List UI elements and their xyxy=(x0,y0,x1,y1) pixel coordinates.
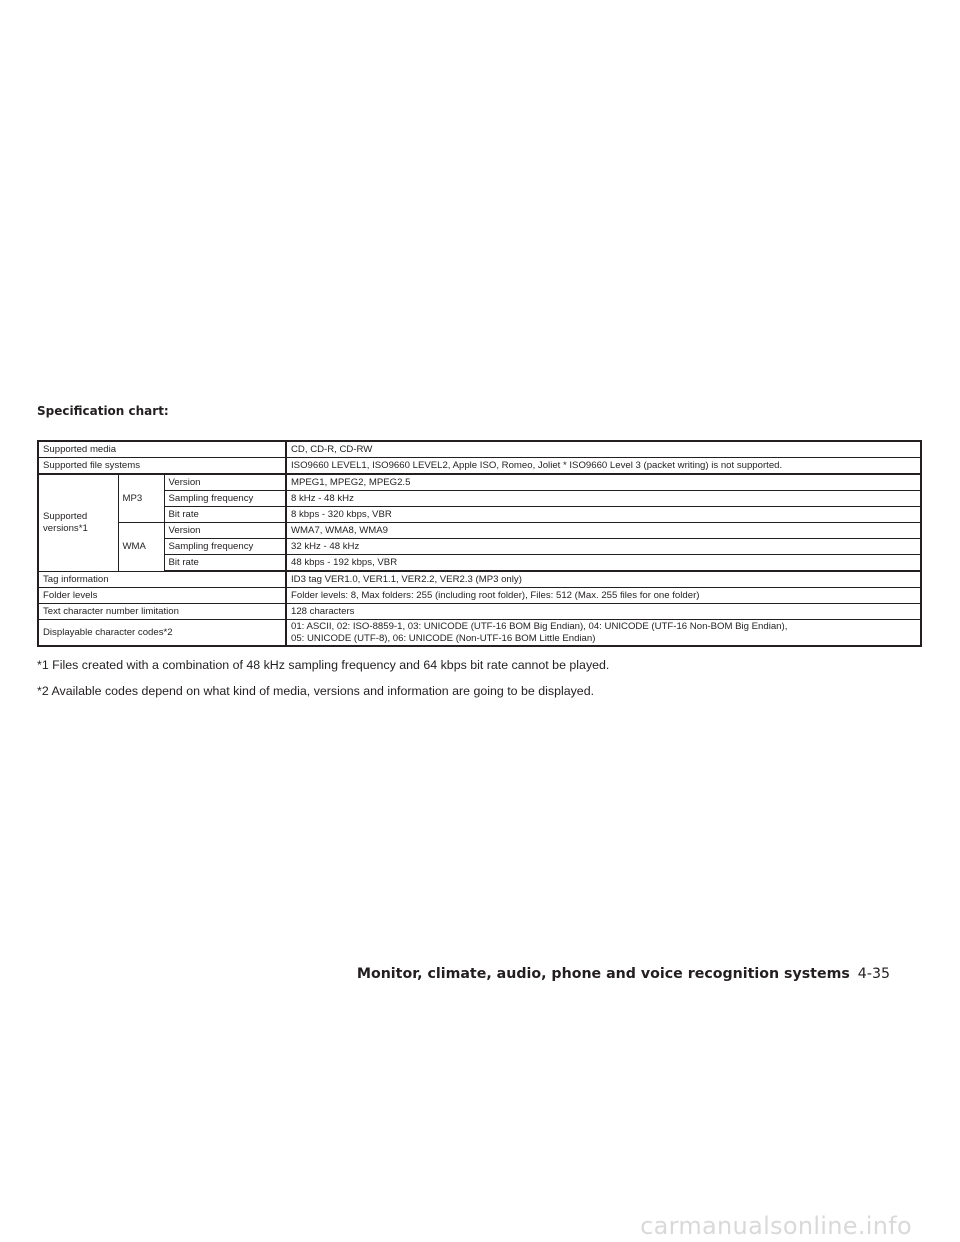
mp3-version-value: MPEG1, MPEG2, MPEG2.5 xyxy=(286,474,921,491)
table-row xyxy=(38,474,921,491)
mp3-version-label: Version xyxy=(164,474,286,491)
row-label-folder-levels: Folder levels xyxy=(38,588,286,604)
row-value-file-systems: ISO9660 LEVEL1, ISO9660 LEVEL2, Apple ISO, Romeo, Joliet * ISO9660 Level 3 (packet writing) is not supported. xyxy=(286,458,921,475)
wma-version-label: Version xyxy=(164,523,286,539)
section-heading: Specification chart: xyxy=(37,404,169,418)
watermark-text: carmanualsonline.info xyxy=(640,1212,912,1240)
table-row xyxy=(38,507,921,523)
table-row xyxy=(38,571,921,588)
wma-version-value: WMA7, WMA8, WMA9 xyxy=(286,523,921,539)
wma-sampling-value: 32 kHz - 48 kHz xyxy=(286,539,921,555)
table-row xyxy=(38,458,921,475)
wma-bitrate-label: Bit rate xyxy=(164,555,286,572)
mp3-bitrate-label: Bit rate xyxy=(164,507,286,523)
row-label-supported-versions: Supported versions*1 xyxy=(38,474,118,571)
mp3-bitrate-value: 8 kbps - 320 kbps, VBR xyxy=(286,507,921,523)
row-value-tag-info: ID3 tag VER1.0, VER1.1, VER2.2, VER2.3 (MP3 only) xyxy=(286,571,921,588)
page-number: 4-35 xyxy=(857,966,890,982)
row-value-text-limit: 128 characters xyxy=(286,604,921,620)
char-codes-line-1: 01: ASCII, 02: ISO-8859-1, 03: UNICODE (UTF-16 BOM Big Endian), 04: UNICODE (UTF-16 Non-BOM Big Endian), xyxy=(291,621,788,632)
footnote-2: *2 Available codes depend on what kind of media, versions and information are going to be displayed. xyxy=(37,684,595,698)
table-row xyxy=(38,491,921,507)
row-value-supported-media: CD, CD-R, CD-RW xyxy=(286,441,921,458)
mp3-sampling-value: 8 kHz - 48 kHz xyxy=(286,491,921,507)
page-footer xyxy=(357,966,890,982)
row-label-supported-media: Supported media xyxy=(38,441,286,458)
codec-label-wma: WMA xyxy=(118,523,164,572)
footnote-1: *1 Files created with a combination of 48 kHz sampling frequency and 64 kbps bit rate cannot be played. xyxy=(37,658,610,672)
wma-sampling-label: Sampling frequency xyxy=(164,539,286,555)
table-row xyxy=(38,604,921,620)
codec-label-mp3: MP3 xyxy=(118,474,164,523)
row-value-folder-levels: Folder levels: 8, Max folders: 255 (including root folder), Files: 512 (Max. 255 files for one folder) xyxy=(286,588,921,604)
table-row xyxy=(38,620,921,647)
row-label-file-systems: Supported file systems xyxy=(38,458,286,475)
table-row xyxy=(38,555,921,572)
row-label-tag-info: Tag information xyxy=(38,571,286,588)
footer-section-title: Monitor, climate, audio, phone and voice recognition systems xyxy=(356,966,850,982)
table-row xyxy=(38,441,921,458)
row-label-text-limit: Text character number limitation xyxy=(38,604,286,620)
row-value-char-codes xyxy=(286,620,921,647)
char-codes-line-2: 05: UNICODE (UTF-8), 06: UNICODE (Non-UTF-16 BOM Little Endian) xyxy=(291,632,596,644)
table-row xyxy=(38,523,921,539)
table-row xyxy=(38,588,921,604)
table-row xyxy=(38,539,921,555)
mp3-sampling-label: Sampling frequency xyxy=(164,491,286,507)
specification-table xyxy=(37,440,922,647)
row-label-char-codes: Displayable character codes*2 xyxy=(38,620,286,647)
wma-bitrate-value: 48 kbps - 192 kbps, VBR xyxy=(286,555,921,572)
